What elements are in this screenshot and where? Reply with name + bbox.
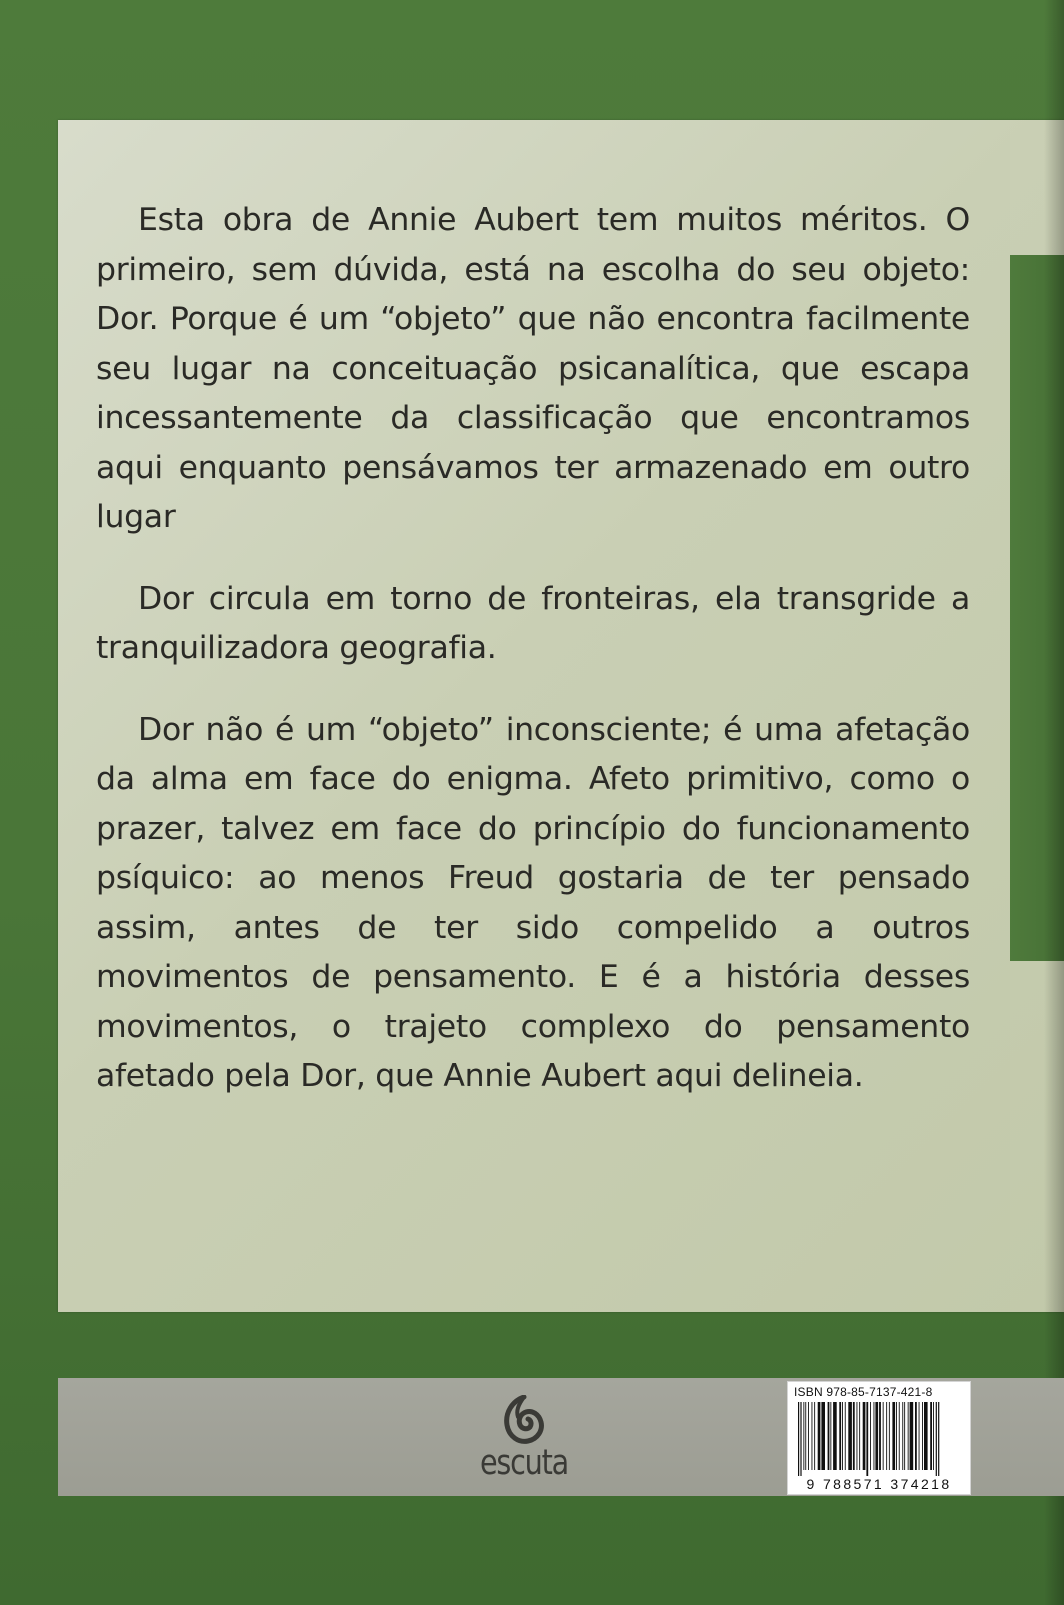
barcode-bar (863, 1402, 866, 1470)
barcode-bar (830, 1402, 831, 1470)
barcode-bar (889, 1402, 890, 1470)
barcode-bars (796, 1402, 964, 1476)
publisher-name: escuta (479, 1443, 569, 1483)
barcode-bar (828, 1402, 830, 1470)
barcode-bar (859, 1402, 860, 1470)
barcode-bar (883, 1402, 884, 1470)
barcode-bar (833, 1402, 837, 1470)
barcode-bar (922, 1402, 923, 1470)
blurb-paragraph-1: Esta obra de Annie Aubert tem muitos méritos. O primeiro, sem dúvida, está na escolha do seu objeto: Dor. Porque é um “objeto” que não encontra facilmente seu lugar na conceituação psicanalítica, que escapa incessantemente da classificação que encontramos aqui enquanto pensávamos ter armazenado em outro lugar (96, 202, 970, 535)
barcode-bar (848, 1402, 852, 1470)
barcode-bar (866, 1402, 868, 1476)
publisher-logo (464, 1395, 584, 1487)
barcode-bar (924, 1402, 928, 1470)
barcode-bar (874, 1402, 875, 1470)
barcode-bar (845, 1402, 846, 1470)
barcode-bar (886, 1402, 887, 1470)
barcode-digits: 9 788571 374218 (806, 1476, 952, 1492)
barcode-bar (933, 1402, 934, 1470)
barcode-bar (798, 1402, 799, 1476)
blurb-paragraph-3: Dor não é um “objeto” inconsciente; é uma afetação da alma em face do enigma. Afeto primitivo, como o prazer, talvez em face do princípio do funcionamento psíquico: ao menos Freud gostaria de ter pensado assim, antes de ter sido compelido a outros movimentos de pensamento. E é a história desses movimentos, o trajeto complexo do pensamento afetado pela Dor, que Annie Aubert aqui delineia. (96, 711, 970, 1094)
isbn-barcode (787, 1381, 971, 1495)
barcode-bar (803, 1402, 804, 1470)
barcode-bar (870, 1402, 871, 1470)
barcode-bar (930, 1402, 932, 1470)
barcode-bar (919, 1402, 920, 1470)
barcode-bar (936, 1402, 937, 1476)
barcode-bar (896, 1402, 897, 1470)
barcode-bar (805, 1402, 806, 1470)
barcode-bar (839, 1402, 841, 1470)
spiral-shell-icon (502, 1395, 546, 1445)
barcode-bar (915, 1402, 917, 1470)
barcode-bar (904, 1402, 905, 1470)
barcode-bar (821, 1402, 825, 1470)
barcode-bar (875, 1402, 878, 1470)
barcode-bar (818, 1402, 821, 1470)
barcode-bar (814, 1402, 815, 1470)
barcode-bar (879, 1402, 881, 1470)
barcode-bar (812, 1402, 813, 1470)
barcode-bar (800, 1402, 801, 1476)
barcode-bar (899, 1402, 900, 1470)
barcode-bar (910, 1402, 914, 1470)
barcode-bar (892, 1402, 895, 1470)
barcode-bar (853, 1402, 855, 1470)
barcode-bar (857, 1402, 858, 1470)
barcode-bar (902, 1402, 903, 1470)
blurb-paragraph-2: Dor circula em torno de fronteiras, ela transgride a tranquilizadora geografia. (96, 580, 970, 666)
blurb-text (96, 196, 970, 1102)
barcode-bar (808, 1402, 809, 1470)
spine-shadow (1044, 0, 1064, 1605)
barcode-bar (938, 1402, 939, 1476)
barcode-bar (842, 1402, 843, 1470)
isbn-label: ISBN 978-85-7137-421-8 (794, 1385, 933, 1399)
barcode-bar (908, 1402, 909, 1470)
